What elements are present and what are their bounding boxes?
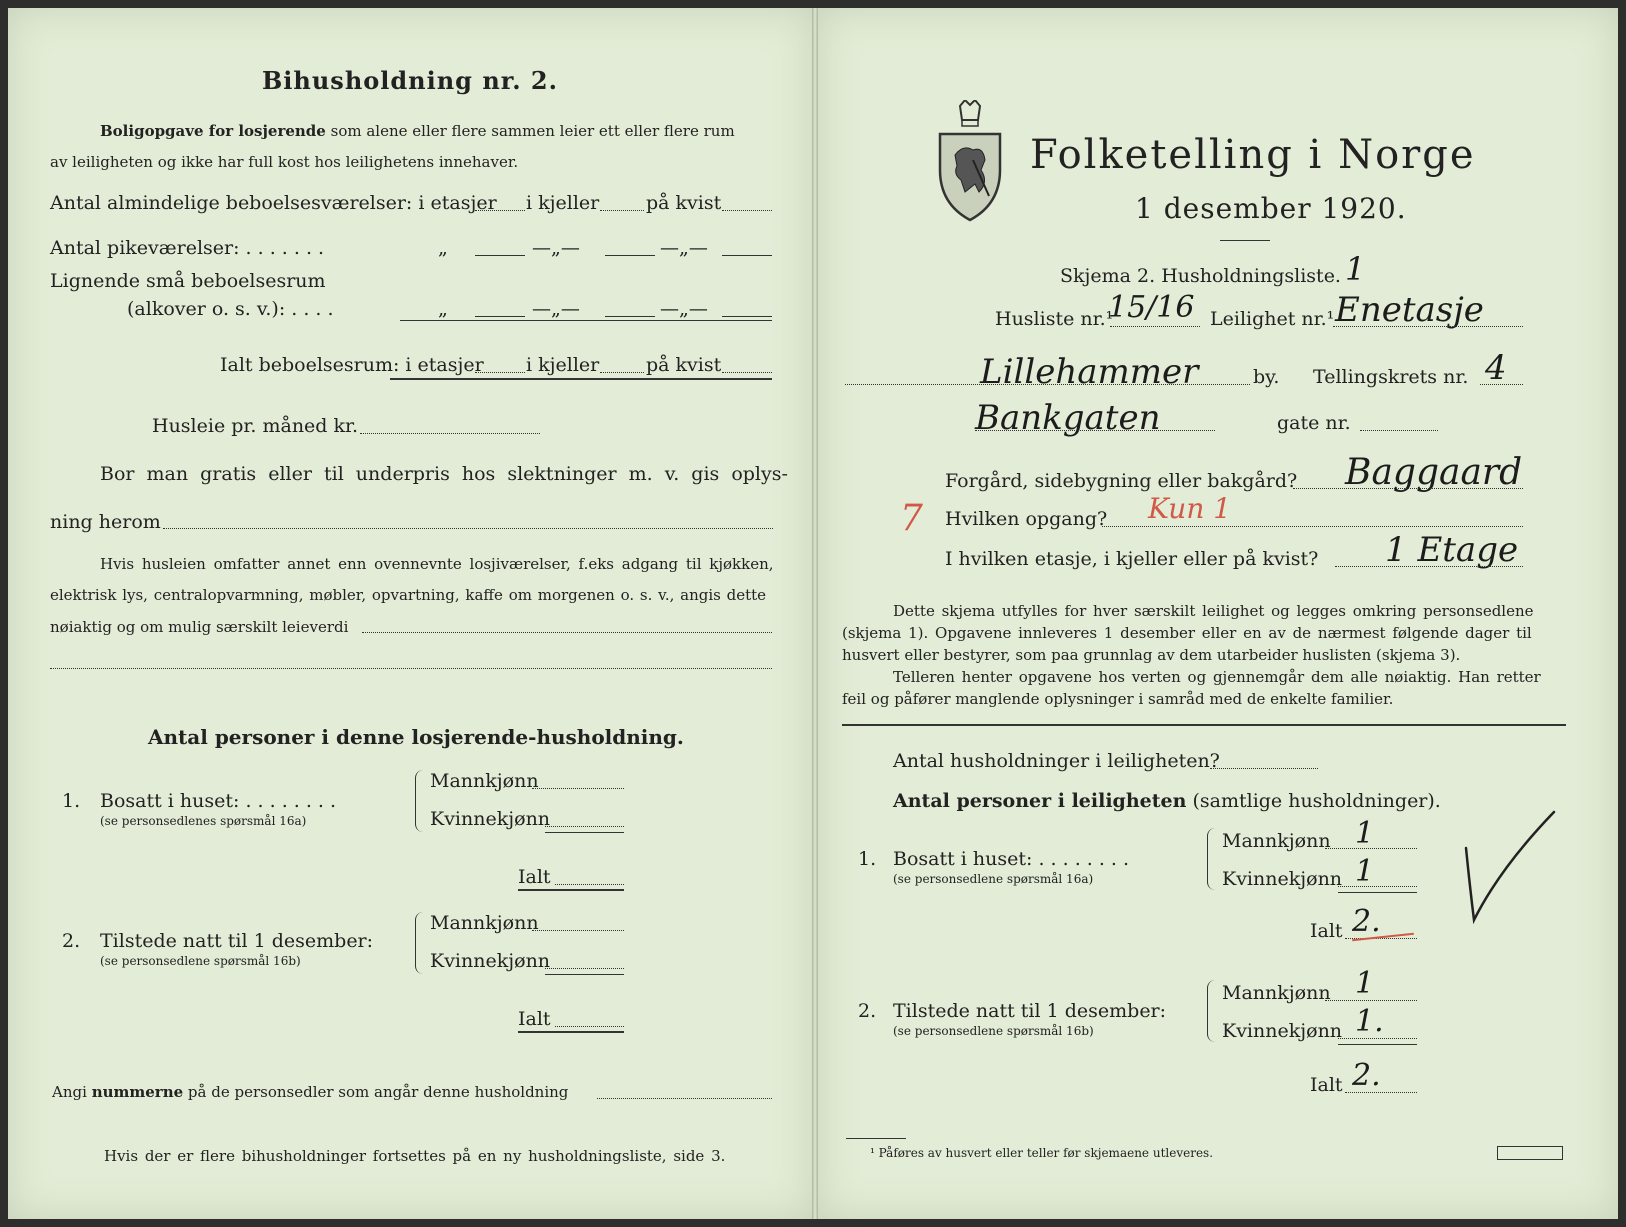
left-s1-ialt-rule xyxy=(518,889,624,891)
left-s1-kvinne: Kvinnekjønn xyxy=(430,808,551,830)
instr-line-1: Dette skjema utfylles for hver særskilt leilighet og legges omkring personsedlene xyxy=(893,602,1534,620)
paa-kvist-label-1: på kvist xyxy=(646,192,722,214)
red-mark: 7 xyxy=(900,498,923,539)
left-s1-mann: Mannkjønn xyxy=(430,770,539,792)
angi-rest: på de personsedler som angår denne husholdning xyxy=(187,1083,569,1101)
right-s1-mann-hw: 1 xyxy=(1355,816,1375,851)
antal-almindelige: Antal almindelige beboelsesværelser: i etasjer xyxy=(50,192,497,214)
printer-stamp-icon xyxy=(1497,1146,1563,1160)
right-date: 1 desember 1920. xyxy=(1135,192,1407,225)
tellingskrets-hw: 4 xyxy=(1485,348,1507,388)
right-s2-sub: (se personsedlene spørsmål 16b) xyxy=(893,1024,1094,1038)
hvis-line-2: elektrisk lys, centralopvarmning, møbler, opvartning, kaffe om morgenen o. s. v., angis dette xyxy=(50,586,767,604)
lign-etasjer-field[interactable] xyxy=(475,316,525,317)
left-s2-num: 2. xyxy=(62,930,81,952)
etasje-field[interactable] xyxy=(1335,566,1523,567)
sum-rule xyxy=(400,320,772,321)
left-title: Bihusholdning nr. 2. xyxy=(262,66,558,95)
left-s2-mann: Mannkjønn xyxy=(430,912,539,934)
leilighet-hw: Enetasje xyxy=(1335,290,1484,330)
leieverdi-field[interactable] xyxy=(362,632,772,633)
husliste-hw: 15/16 xyxy=(1108,290,1195,325)
forgaard-label: Forgård, sidebygning eller bakgård? xyxy=(945,470,1298,492)
i-kjeller-label-1: i kjeller xyxy=(526,192,600,214)
angi-pre: Angi xyxy=(52,1083,87,1101)
by-hw: Lillehammer xyxy=(980,352,1199,392)
total-rule xyxy=(390,378,772,380)
right-s2-kvinne-field[interactable] xyxy=(1338,1038,1417,1039)
right-s2-label: Tilstede natt til 1 desember: xyxy=(893,1000,1167,1022)
right-s1-rule xyxy=(1338,892,1417,893)
etasje-hw: 1 Etage xyxy=(1385,530,1519,570)
antal-hush-label: Antal husholdninger i leiligheten? xyxy=(893,750,1220,772)
left-antal-heading: Antal personer i denne losjerende-husholdning. xyxy=(148,725,684,749)
quote-mark-2: —„— xyxy=(532,237,580,259)
left-page xyxy=(8,8,813,1219)
right-s1-mann: Mannkjønn xyxy=(1222,830,1331,852)
instr-line-5: feil og påfører manglende oplysninger i samråd med de enkelte familier. xyxy=(842,690,1394,708)
ialt-etasjer-field[interactable] xyxy=(475,372,525,373)
by-label: by. xyxy=(1253,366,1280,388)
gate-nr-field[interactable] xyxy=(1360,430,1438,431)
left-s2-ialt-field[interactable] xyxy=(555,1026,624,1027)
right-s1-kvinne: Kvinnekjønn xyxy=(1222,868,1343,890)
right-s1-kvinne-field[interactable] xyxy=(1338,886,1417,887)
tellingskrets-label: Tellingskrets nr. xyxy=(1313,366,1469,388)
left-s2-kvinne: Kvinnekjønn xyxy=(430,950,551,972)
kjeller-field-2[interactable] xyxy=(600,372,644,373)
kjeller-field-1[interactable] xyxy=(600,210,644,211)
right-s2-mann-field[interactable] xyxy=(1325,1000,1417,1001)
gate-label: gate nr. xyxy=(1277,412,1351,434)
opgang-hw: Kun 1 xyxy=(1148,492,1232,525)
gate-field[interactable] xyxy=(975,430,1215,431)
skjema-hw: 1 xyxy=(1345,250,1366,288)
angi-line xyxy=(52,1083,568,1101)
forgaard-hw: Baggaard xyxy=(1345,452,1523,493)
gate-hw: Bankgaten xyxy=(975,398,1161,438)
right-s2-brace xyxy=(1207,980,1218,1042)
husliste-label: Husliste nr.¹ xyxy=(995,308,1114,330)
pike-etasjer-field[interactable] xyxy=(475,255,525,256)
left-s2-rule xyxy=(545,974,624,975)
opgang-label: Hvilken opgang? xyxy=(945,508,1108,530)
right-s2-kvinne-hw: 1. xyxy=(1355,1004,1384,1039)
lign-kvist-field[interactable] xyxy=(722,316,772,317)
quote-mark-3: —„— xyxy=(660,237,708,259)
leilighet-field[interactable] xyxy=(1333,326,1523,327)
check-mark-icon xyxy=(1460,808,1560,928)
quote-mark-4: „ xyxy=(438,298,448,320)
left-s1-kvinne-field[interactable] xyxy=(545,826,624,827)
lignende-line-2: (alkover o. s. v.): . . . . xyxy=(127,298,334,320)
instr-line-3: husvert eller bestyrer, som paa grunnlag av dem utarbeider huslisten (skjema 3). xyxy=(842,646,1461,664)
right-s2-num: 2. xyxy=(858,1000,877,1022)
angi-bold: nummerne xyxy=(91,1083,184,1101)
right-s1-mann-field[interactable] xyxy=(1325,848,1417,849)
right-s1-num: 1. xyxy=(858,848,877,870)
bor-field[interactable] xyxy=(163,528,773,529)
left-s1-num: 1. xyxy=(62,790,81,812)
left-s1-rule xyxy=(545,832,624,833)
husleie-field[interactable] xyxy=(360,433,540,434)
opgang-field[interactable] xyxy=(1102,526,1523,527)
left-s1-label: Bosatt i huset: . . . . . . . . xyxy=(100,790,337,812)
right-s2-ialt-field[interactable] xyxy=(1345,1092,1417,1093)
quote-mark-5: —„— xyxy=(532,298,580,320)
etasjer-field[interactable] xyxy=(475,210,525,211)
quote-mark-6: —„— xyxy=(660,298,708,320)
right-s1-ialt-hw: 2. xyxy=(1352,904,1381,939)
right-s1-sub: (se personsedlene spørsmål 16a) xyxy=(893,872,1094,886)
etasje-label: I hvilken etasje, i kjeller eller på kvist? xyxy=(945,548,1319,570)
bor-line-1: Bor man gratis eller til underpris hos slektninger m. v. gis oplys- xyxy=(100,463,788,485)
husleie-label: Husleie pr. måned kr. xyxy=(152,415,359,437)
antal-pers-rest: (samtlige husholdninger). xyxy=(1192,790,1441,812)
right-s2-kvinne: Kvinnekjønn xyxy=(1222,1020,1343,1042)
footnote-rule xyxy=(846,1138,906,1139)
left-s2-label: Tilstede natt til 1 desember: xyxy=(100,930,374,952)
antal-pikevaerelser: Antal pikeværelser: . . . . . . . xyxy=(50,237,325,259)
kvist-field-1[interactable] xyxy=(722,210,772,211)
right-title: Folketelling i Norge xyxy=(1030,132,1476,178)
left-s2-sub: (se personsedlene spørsmål 16b) xyxy=(100,954,301,968)
left-s1-mann-field[interactable] xyxy=(532,788,624,789)
lignende-line-1: Lignende små beboelsesrum xyxy=(50,270,326,292)
left-s2-mann-field[interactable] xyxy=(532,930,624,931)
instr-line-2: (skjema 1). Opgavene innleveres 1 desember eller en av de nærmest følgende dager til xyxy=(842,624,1532,642)
leieverdi-field-2[interactable] xyxy=(50,668,772,669)
quote-mark-1: „ xyxy=(438,237,448,259)
intro-bold: Boligopgave for losjerende xyxy=(100,122,326,140)
bor-line-2: ning herom xyxy=(50,511,161,533)
pike-kjeller-field[interactable] xyxy=(605,255,655,256)
antal-hush-field[interactable] xyxy=(1210,768,1318,769)
left-s1-ialt: Ialt xyxy=(518,866,551,888)
by-field[interactable] xyxy=(845,384,1250,385)
kvist-field-2[interactable] xyxy=(722,372,772,373)
ialt-beboelsesrum: Ialt beboelsesrum: i etasjer xyxy=(220,354,484,376)
forgaard-field[interactable] xyxy=(1293,488,1523,489)
right-s1-kvinne-hw: 1 xyxy=(1355,854,1375,889)
right-s2-mann-hw: 1 xyxy=(1355,966,1375,1001)
intro-rest: som alene eller flere sammen leier ett eller flere rum xyxy=(330,122,735,140)
skjema-label: Skjema 2. Husholdningsliste. xyxy=(1060,265,1341,287)
right-s2-ialt: Ialt xyxy=(1310,1074,1343,1096)
i-kjeller-label-2: i kjeller xyxy=(526,354,600,376)
footnote: ¹ Påføres av husvert eller teller før skjemaene utleveres. xyxy=(870,1146,1214,1160)
husliste-field[interactable] xyxy=(1110,326,1200,327)
left-footer: Hvis der er flere bihusholdninger fortsettes på en ny husholdningsliste, side 3. xyxy=(104,1147,726,1165)
instr-rule xyxy=(842,724,1566,726)
instr-line-4: Telleren henter opgavene hos verten og gjennemgår dem alle nøiaktig. Han retter xyxy=(893,668,1541,686)
pike-kvist-field[interactable] xyxy=(722,255,772,256)
left-s2-brace xyxy=(415,912,426,974)
intro-line-1 xyxy=(100,122,735,140)
date-rule xyxy=(1220,240,1270,241)
paa-kvist-label-2: på kvist xyxy=(646,354,722,376)
tellingskrets-field[interactable] xyxy=(1480,384,1523,385)
angi-field[interactable] xyxy=(597,1098,772,1099)
left-s1-brace xyxy=(415,770,426,832)
left-s2-ialt-rule xyxy=(518,1031,624,1033)
intro-line-2: av leiligheten og ikke har full kost hos leilighetens innehaver. xyxy=(50,153,519,171)
left-s1-ialt-field[interactable] xyxy=(555,884,624,885)
right-s1-brace xyxy=(1207,828,1218,890)
hvis-line-3: nøiaktig og om mulig særskilt leieverdi xyxy=(50,618,349,636)
right-s2-mann: Mannkjønn xyxy=(1222,982,1331,1004)
norwegian-lion-crest-icon xyxy=(935,100,1005,222)
left-s1-sub: (se personsedlenes spørsmål 16a) xyxy=(100,814,307,828)
right-s1-ialt: Ialt xyxy=(1310,920,1343,942)
right-s2-ialt-hw: 2. xyxy=(1352,1058,1381,1093)
lign-kjeller-field[interactable] xyxy=(605,316,655,317)
left-s2-kvinne-field[interactable] xyxy=(545,968,624,969)
left-s2-ialt: Ialt xyxy=(518,1008,551,1030)
right-s2-rule xyxy=(1338,1044,1417,1045)
antal-pers-bold: Antal personer i leiligheten xyxy=(893,790,1187,812)
antal-pers-line xyxy=(893,790,1441,812)
right-s1-label: Bosatt i huset: . . . . . . . . xyxy=(893,848,1130,870)
hvis-line-1: Hvis husleien omfatter annet enn ovennevnte losjiværelser, f.eks adgang til kjøkken, xyxy=(100,555,774,573)
leilighet-label: Leilighet nr.¹ xyxy=(1210,308,1335,330)
